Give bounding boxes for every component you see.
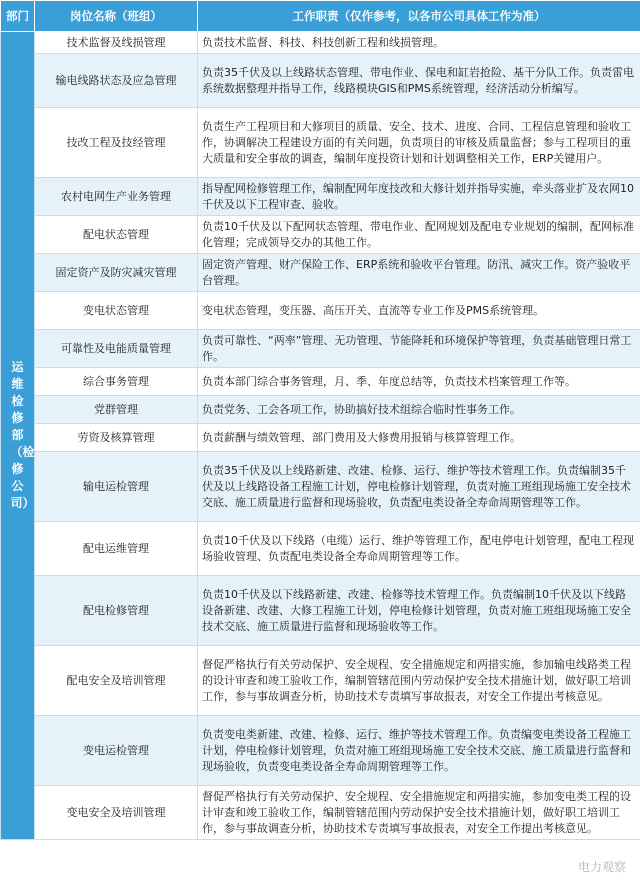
duties-cell: 负责10千伏及以下配网状态管理、带电作业、配网规划及配电专业规划的编制，配网标准化管理；完成领导交办的其他工作。 [198,216,640,254]
table-row [1,396,640,424]
header-duties: 工作职责（仅作参考，以各市公司具体工作为准） [198,1,640,32]
position-cell: 变电运检管理 [35,716,198,786]
table-row [1,646,640,716]
position-cell: 变电状态管理 [35,292,198,330]
duties-cell: 督促严格执行有关劳动保护、安全规程、安全措施规定和两措实施，参加输电线路类工程的设计审查和竣工验收工作，编制管辖范围内劳动保护安全技术措施计划，做好职工培训工作，参与事故调查分析，协助技术专责填写事故报表，对安全工作提出考核意见。 [198,646,640,716]
table-row [1,292,640,330]
table-row [1,716,640,786]
position-cell: 固定资产及防灾减灾管理 [35,254,198,292]
header-dept: 部门 [1,1,35,32]
position-cell: 农村电网生产业务管理 [35,178,198,216]
duties-cell: 负责生产工程项目和大修项目的质量、安全、技术、进度、合同、工程信息管理和验收工作，协调解决工程建设方面的有关问题，负责项目的审核及质量监督；参与工程项目的重大质量和安全事故的调查，编制年度投资计划和计划调整相关工作，ERP关键用户。 [198,108,640,178]
header-row [1,1,640,32]
table-row [1,452,640,522]
position-cell: 技术监督及线损管理 [35,32,198,54]
position-cell: 输电线路状态及应急管理 [35,54,198,108]
duties-cell: 负责技术监督、科技、科技创新工程和线损管理。 [198,32,640,54]
table-row [1,330,640,368]
duties-cell: 负责10千伏及以下线路新建、改建、检修等技术管理工作。负责编制10千伏及以下线路设备新建、改建、大修工程施工计划，停电检修计划管理，负责对施工班组现场施工安全技术交底、施工质量进行监督和现场验收等工作。 [198,576,640,646]
position-cell: 可靠性及电能质量管理 [35,330,198,368]
department-cell [1,32,35,840]
duties-cell: 负责本部门综合事务管理，月、季、年度总结等，负责技术档案管理工作等。 [198,368,640,396]
position-cell: 劳资及核算管理 [35,424,198,452]
table-row [1,522,640,576]
duties-cell: 负责35千伏及以上线路状态管理、带电作业、保电和缸岩抢险、基干分队工作。负责雷电系统数据整理并指导工作，线路模块GIS和PMS系统管理，经济活动分析编写。 [198,54,640,108]
duties-cell: 督促严格执行有关劳动保护、安全规程、安全措施规定和两措实施，参加变电类工程的设计审查和竣工验收工作，编制管辖范围内劳动保护安全技术措施计划，做好职工培训工作，参与事故调查分析，协助技术专责填写事故报表，对安全工作提出考核意见。 [198,786,640,840]
watermark-logo: 电力观察 [577,860,626,874]
table-row [1,108,640,178]
table-row [1,178,640,216]
table-row [1,54,640,108]
position-cell: 配电安全及培训管理 [35,646,198,716]
duties-cell: 固定资产管理、财产保险工作、ERP系统和验收平台管理。防汛、减灾工作。资产验收平台管理。 [198,254,640,292]
duties-cell: 指导配网检修管理工作，编制配网年度技改和大修计划并指导实施，牵头落业扩及农网10千伏及以下工程审查、验收。 [198,178,640,216]
position-cell: 变电安全及培训管理 [35,786,198,840]
position-cell: 配电检修管理 [35,576,198,646]
table-row [1,254,640,292]
table-row [1,216,640,254]
table-row [1,424,640,452]
duties-cell: 负责变电类新建、改建、检修、运行、维护等技术管理工作。负责编变电类设备工程施工计划，停电检修计划管理，负责对施工班组现场施工安全技术交底、施工质量进行监督和现场验收，负责变电类设备全寿命周期管理等工作。 [198,716,640,786]
table-row [1,32,640,54]
table-row [1,786,640,840]
position-cell: 输电运检管理 [35,452,198,522]
table-row [1,368,640,396]
department-name: 运维检修部（检修公司） [10,360,35,510]
duties-cell: 变电状态管理，变压器、高压开关、直流等专业工作及PMS系统管理。 [198,292,640,330]
position-cell: 技改工程及技经管理 [35,108,198,178]
position-cell: 配电状态管理 [35,216,198,254]
position-cell: 党群管理 [35,396,198,424]
header-position: 岗位名称（班组） [35,1,198,32]
duties-cell: 负责党务、工会各项工作，协助搞好技术组综合临时性事务工作。 [198,396,640,424]
duties-cell: 负责35千伏及以上线路新建、改建、检修、运行、维护等技术管理工作。负责编制35千伏及以上线路设备工程施工计划，停电检修计划管理，负责对施工班组现场施工安全技术交底、施工质量进行监督和现场验收，负责配电类设备全寿命周期管理等工作。 [198,452,640,522]
duties-cell: 负责薪酬与绩效管理、部门费用及大修费用报销与核算管理工作。 [198,424,640,452]
position-cell: 配电运维管理 [35,522,198,576]
position-cell: 综合事务管理 [35,368,198,396]
duties-cell: 负责可靠性、“两率”管理、无功管理、节能降耗和环境保护等管理，负责基础管理日常工作。 [198,330,640,368]
table-row [1,576,640,646]
duties-cell: 负责10千伏及以下线路（电缆）运行、维护等管理工作，配电停电计划管理，配电工程现场验收管理、负责配电类设备全寿命周期管理等工作。 [198,522,640,576]
